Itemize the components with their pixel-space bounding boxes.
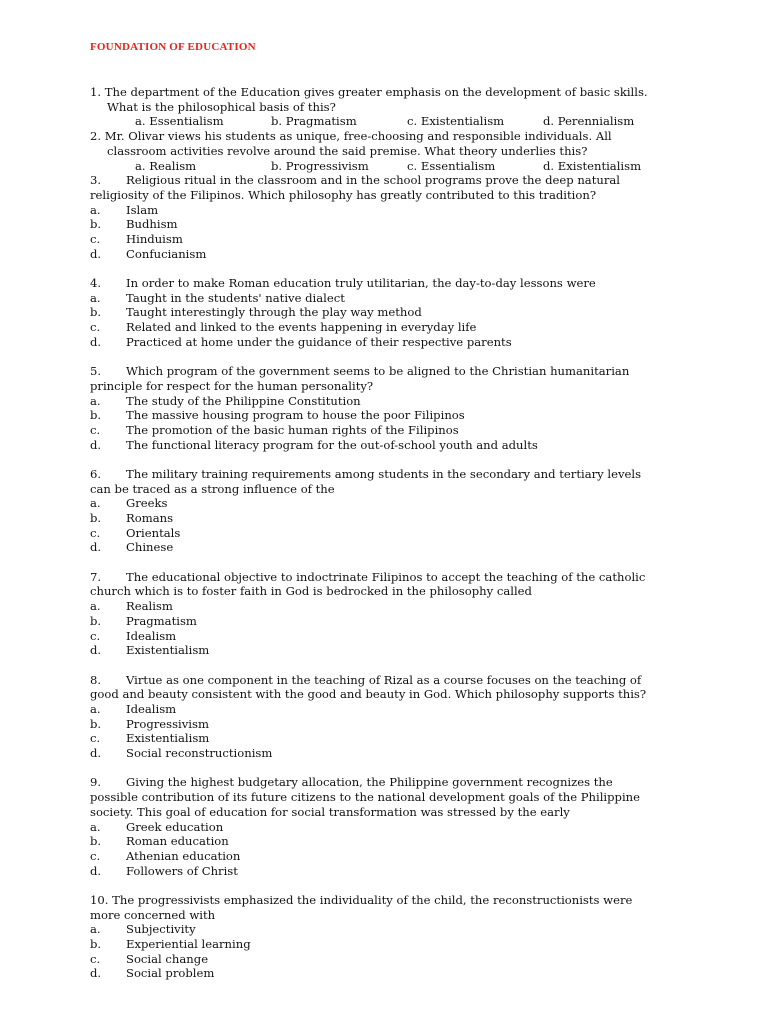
question-stem: Giving the highest budgetary allocation, the Philippine government recognizes the bbox=[126, 775, 613, 790]
option-c bbox=[90, 320, 690, 335]
option-letter: c. bbox=[90, 628, 101, 643]
option-b bbox=[90, 937, 690, 952]
question-number: 9. bbox=[90, 775, 102, 790]
question-stem: The military training requirements among students in the secondary and tertiary levels bbox=[126, 466, 642, 481]
question-text bbox=[90, 570, 690, 585]
option-text: Practiced at home under the guidance of their respective parents bbox=[126, 334, 512, 349]
spacer bbox=[90, 761, 690, 776]
option-letter: b. bbox=[90, 613, 102, 628]
option-text: Chinese bbox=[126, 540, 174, 555]
question-stem: Which program of the government seems to be aligned to the Christian humanitarian bbox=[126, 364, 630, 379]
question-text: religiosity of the Filipinos. Which philosophy has greatly contributed to this tradition? bbox=[90, 187, 597, 202]
option-letter: d. bbox=[90, 643, 102, 658]
option-letter: b. bbox=[90, 305, 102, 320]
question-text: more concerned with bbox=[90, 907, 216, 922]
question-7 bbox=[90, 570, 690, 658]
option-b bbox=[90, 217, 690, 232]
question-number: 6. bbox=[90, 466, 102, 481]
option-text: Hinduism bbox=[126, 231, 183, 246]
question-text: can be traced as a strong influence of the bbox=[90, 481, 335, 496]
question-text bbox=[90, 276, 690, 291]
option-text: Pragmatism bbox=[126, 613, 197, 628]
option-a bbox=[90, 922, 690, 937]
option-letter: b. bbox=[90, 408, 102, 423]
question-number: 5. bbox=[90, 364, 102, 379]
choice-c: c. Existentialism bbox=[407, 114, 505, 129]
choice-row bbox=[90, 159, 690, 174]
choice-b: b. Pragmatism bbox=[271, 114, 357, 129]
option-b bbox=[90, 717, 690, 732]
spacer bbox=[90, 658, 690, 673]
option-d bbox=[90, 966, 690, 981]
option-letter: c. bbox=[90, 231, 101, 246]
question-number: 3. bbox=[90, 173, 102, 188]
option-text: Athenian education bbox=[126, 848, 241, 863]
option-text: Budhism bbox=[126, 217, 178, 232]
question-text bbox=[90, 364, 690, 379]
option-text: Greek education bbox=[126, 819, 224, 834]
option-text: Experiential learning bbox=[126, 937, 251, 952]
option-letter: a. bbox=[90, 702, 101, 717]
option-text: Idealism bbox=[126, 628, 177, 643]
question-text bbox=[90, 467, 690, 482]
question-4 bbox=[90, 276, 690, 349]
option-letter: d. bbox=[90, 540, 102, 555]
question-text: 10. The progressivists emphasized the individuality of the child, the reconstructionists were bbox=[90, 892, 633, 907]
option-c bbox=[90, 731, 690, 746]
option-c bbox=[90, 232, 690, 247]
option-text: Confucianism bbox=[126, 246, 207, 261]
option-text: Islam bbox=[126, 202, 159, 217]
option-text: Orientals bbox=[126, 525, 181, 540]
option-letter: a. bbox=[90, 922, 101, 937]
spacer bbox=[90, 555, 690, 570]
option-letter: a. bbox=[90, 202, 101, 217]
option-d bbox=[90, 864, 690, 879]
spacer bbox=[90, 878, 690, 893]
option-a bbox=[90, 599, 690, 614]
option-text: Taught interestingly through the play way method bbox=[126, 305, 422, 320]
question-text: society. This goal of education for social transformation was stressed by the early bbox=[90, 804, 570, 819]
choice-a: a. Realism bbox=[135, 158, 197, 173]
choice-d: d. Existentialism bbox=[543, 158, 642, 173]
option-d bbox=[90, 746, 690, 761]
option-letter: a. bbox=[90, 599, 101, 614]
question-text: What is the philosophical basis of this? bbox=[107, 99, 336, 114]
question-text: possible contribution of its future citizens to the national development goals of the Philippine bbox=[90, 790, 641, 805]
option-letter: a. bbox=[90, 819, 101, 834]
question-stem: In order to make Roman education truly utilitarian, the day-to-day lessons were bbox=[126, 276, 596, 291]
option-text: Progressivism bbox=[126, 716, 209, 731]
option-b bbox=[90, 305, 690, 320]
choice-d: d. Perennialism bbox=[543, 114, 635, 129]
option-text: Realism bbox=[126, 599, 173, 614]
option-text: Greeks bbox=[126, 496, 168, 511]
option-d bbox=[90, 540, 690, 555]
option-d bbox=[90, 438, 690, 453]
question-10 bbox=[90, 893, 690, 981]
option-letter: c. bbox=[90, 951, 101, 966]
option-a bbox=[90, 203, 690, 218]
option-letter: d. bbox=[90, 966, 102, 981]
question-number: 4. bbox=[90, 276, 102, 291]
option-d bbox=[90, 247, 690, 262]
option-a bbox=[90, 820, 690, 835]
option-text: Subjectivity bbox=[126, 922, 196, 937]
question-3 bbox=[90, 173, 690, 261]
question-list bbox=[90, 85, 690, 981]
option-d bbox=[90, 643, 690, 658]
option-text: Idealism bbox=[126, 702, 177, 717]
choice-row bbox=[90, 114, 690, 129]
question-number: 8. bbox=[90, 672, 102, 687]
option-text: The promotion of the basic human rights of the Filipinos bbox=[126, 422, 459, 437]
option-text: The massive housing program to house the poor Filipinos bbox=[126, 408, 465, 423]
spacer bbox=[90, 452, 690, 467]
choice-a: a. Essentialism bbox=[135, 114, 224, 129]
option-text: Related and linked to the events happening in everyday life bbox=[126, 320, 477, 335]
option-text: Social change bbox=[126, 951, 209, 966]
option-text: Social reconstructionism bbox=[126, 746, 273, 761]
option-letter: b. bbox=[90, 834, 102, 849]
question-9 bbox=[90, 775, 690, 878]
option-text: Followers of Christ bbox=[126, 863, 238, 878]
option-d bbox=[90, 335, 690, 350]
option-letter: d. bbox=[90, 863, 102, 878]
option-text: Social problem bbox=[126, 966, 215, 981]
question-stem: The educational objective to indoctrinate Filipinos to accept the teaching of the catholic bbox=[126, 569, 646, 584]
option-letter: c. bbox=[90, 848, 101, 863]
option-letter: a. bbox=[90, 290, 101, 305]
question-text: classroom activities revolve around the said premise. What theory underlies this? bbox=[107, 143, 588, 158]
option-letter: c. bbox=[90, 525, 101, 540]
option-text: Romans bbox=[126, 511, 174, 526]
option-a bbox=[90, 496, 690, 511]
option-letter: c. bbox=[90, 422, 101, 437]
question-text: 2. Mr. Olivar views his students as unique, free-choosing and responsible individuals. All bbox=[90, 129, 612, 144]
option-text: Taught in the students' native dialect bbox=[126, 290, 345, 305]
question-stem: Religious ritual in the classroom and in the school programs prove the deep natural bbox=[126, 173, 620, 188]
option-text: The study of the Philippine Constitution bbox=[126, 393, 361, 408]
question-text bbox=[90, 173, 690, 188]
option-b bbox=[90, 614, 690, 629]
option-text: Existentialism bbox=[126, 731, 210, 746]
option-c bbox=[90, 526, 690, 541]
question-stem: Virtue as one component in the teaching of Rizal as a course focuses on the teaching of bbox=[126, 672, 642, 687]
option-c bbox=[90, 629, 690, 644]
option-a bbox=[90, 394, 690, 409]
question-8 bbox=[90, 673, 690, 761]
option-text: Roman education bbox=[126, 834, 229, 849]
option-letter: a. bbox=[90, 393, 101, 408]
option-a bbox=[90, 291, 690, 306]
choice-b: b. Progressivism bbox=[271, 158, 369, 173]
option-text: The functional literacy program for the out-of-school youth and adults bbox=[126, 437, 538, 452]
choice-c: c. Essentialism bbox=[407, 158, 496, 173]
option-letter: b. bbox=[90, 511, 102, 526]
question-1 bbox=[90, 85, 690, 129]
option-letter: d. bbox=[90, 334, 102, 349]
option-letter: d. bbox=[90, 246, 102, 261]
option-letter: b. bbox=[90, 217, 102, 232]
option-letter: b. bbox=[90, 937, 102, 952]
question-number: 7. bbox=[90, 569, 102, 584]
question-5 bbox=[90, 364, 690, 452]
question-text bbox=[90, 673, 690, 688]
question-6 bbox=[90, 467, 690, 555]
option-letter: a. bbox=[90, 496, 101, 511]
question-text: 1. The department of the Education gives greater emphasis on the development of basic skills. bbox=[90, 85, 648, 99]
question-text: good and beauty consistent with the good and beauty in God. Which philosophy supports this? bbox=[90, 687, 647, 702]
option-c bbox=[90, 423, 690, 438]
question-text bbox=[90, 775, 690, 790]
question-2 bbox=[90, 129, 690, 173]
option-letter: d. bbox=[90, 437, 102, 452]
option-b bbox=[90, 834, 690, 849]
option-b bbox=[90, 511, 690, 526]
document-title: FOUNDATION OF EDUCATION bbox=[90, 41, 256, 53]
option-text: Existentialism bbox=[126, 643, 210, 658]
option-letter: c. bbox=[90, 731, 101, 746]
option-a bbox=[90, 702, 690, 717]
option-letter: d. bbox=[90, 746, 102, 761]
option-b bbox=[90, 408, 690, 423]
spacer bbox=[90, 349, 690, 364]
option-letter: c. bbox=[90, 320, 101, 335]
option-c bbox=[90, 952, 690, 967]
option-c bbox=[90, 849, 690, 864]
spacer bbox=[90, 261, 690, 276]
question-text: principle for respect for the human personality? bbox=[90, 378, 374, 393]
question-text: church which is to foster faith in God is bedrocked in the philosophy called bbox=[90, 584, 532, 599]
option-letter: b. bbox=[90, 716, 102, 731]
